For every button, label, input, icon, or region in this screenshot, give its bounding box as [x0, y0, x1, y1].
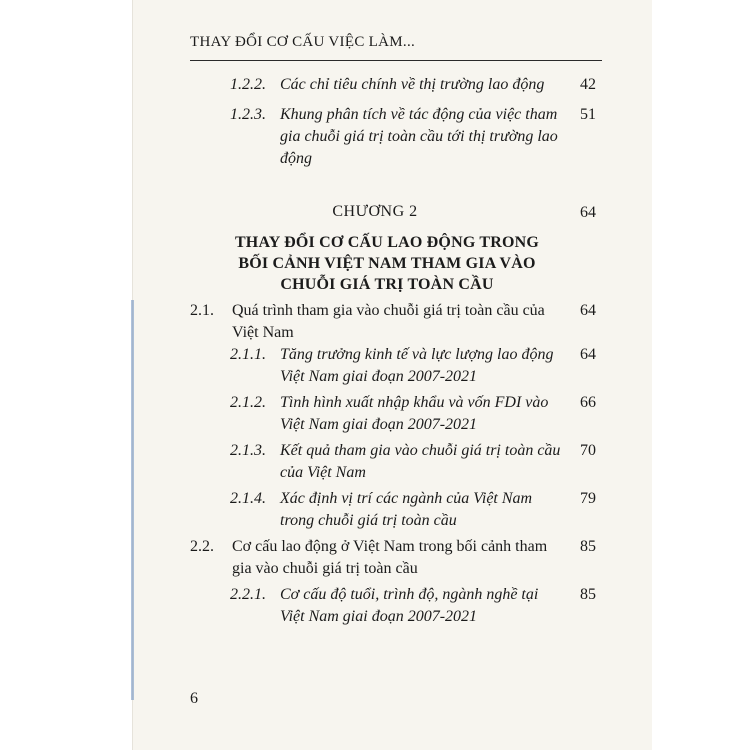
toc-entry-number: 1.2.3. [230, 106, 266, 123]
toc-entry [230, 392, 560, 436]
chapter-page: 64 [580, 204, 596, 221]
toc-section-number: 2.2. [190, 538, 214, 555]
toc-entry-title: Xác định vị trí các ngành của Việt Nam trong chuỗi giá trị toàn cầu [280, 490, 533, 529]
toc-entry-page: 42 [580, 76, 596, 93]
toc-section-title: Quá trình tham gia vào chuỗi giá trị toàn cầu của Việt Nam [232, 302, 545, 341]
page-edge-shadow [131, 300, 134, 700]
toc-section [190, 300, 560, 344]
toc-entry-page: 70 [580, 442, 596, 459]
toc-entry-title: Tình hình xuất nhập khẩu và vốn FDI vào Việt Nam giai đoạn 2007-2021 [280, 394, 549, 433]
toc-entry-page: 64 [580, 346, 596, 363]
toc-entry [230, 104, 560, 170]
toc-section-page: 85 [580, 538, 596, 555]
toc-entry-title: Kết quả tham gia vào chuỗi giá trị toàn cầu của Việt Nam [280, 442, 561, 481]
toc-section [190, 536, 560, 580]
toc-entry-number: 2.2.1. [230, 586, 266, 603]
chapter-label: CHƯƠNG 2 [332, 203, 418, 220]
toc-entry-page: 51 [580, 106, 596, 123]
toc-entry [230, 440, 560, 484]
toc-entry-title: Tăng trưởng kinh tế và lực lượng lao động Việt Nam giai đoạn 2007-2021 [280, 346, 554, 385]
toc-entry-number: 2.1.1. [230, 346, 266, 363]
toc-entry-title: Các chỉ tiêu chính về thị trường lao động [280, 76, 545, 93]
toc-entry-number: 2.1.2. [230, 394, 266, 411]
chapter-title: THAY ĐỔI CƠ CẤU LAO ĐỘNG TRONG BỐI CẢNH VIỆT NAM THAM GIA VÀO CHUỖI GIÁ TRỊ TOÀN CẦU [234, 234, 540, 293]
header-rule [190, 60, 602, 61]
toc-section-number: 2.1. [190, 302, 214, 319]
toc-entry [230, 344, 560, 388]
toc-section-title: Cơ cấu lao động ở Việt Nam trong bối cảnh tham gia vào chuỗi giá trị toàn cầu [232, 538, 548, 577]
toc-entry [230, 74, 560, 96]
toc-entry-page: 66 [580, 394, 596, 411]
page-number: 6 [190, 690, 198, 707]
toc-entry-page: 85 [580, 586, 596, 603]
running-header: THAY ĐỔI CƠ CẤU VIỆC LÀM... [190, 34, 416, 50]
toc-entry-title: Cơ cấu độ tuổi, trình độ, ngành nghề tại Việt Nam giai đoạn 2007-2021 [280, 586, 539, 625]
toc-entry-number: 1.2.2. [230, 76, 266, 93]
toc-entry-number: 2.1.4. [230, 490, 266, 507]
toc-entry-title: Khung phân tích về tác động của việc tham gia chuỗi giá trị toàn cầu tới thị trường lao động [280, 106, 558, 167]
toc-entry-page: 79 [580, 490, 596, 507]
toc-entry [230, 584, 560, 628]
toc-entry [230, 488, 560, 532]
toc-entry-number: 2.1.3. [230, 442, 266, 459]
toc-section-page: 64 [580, 302, 596, 319]
